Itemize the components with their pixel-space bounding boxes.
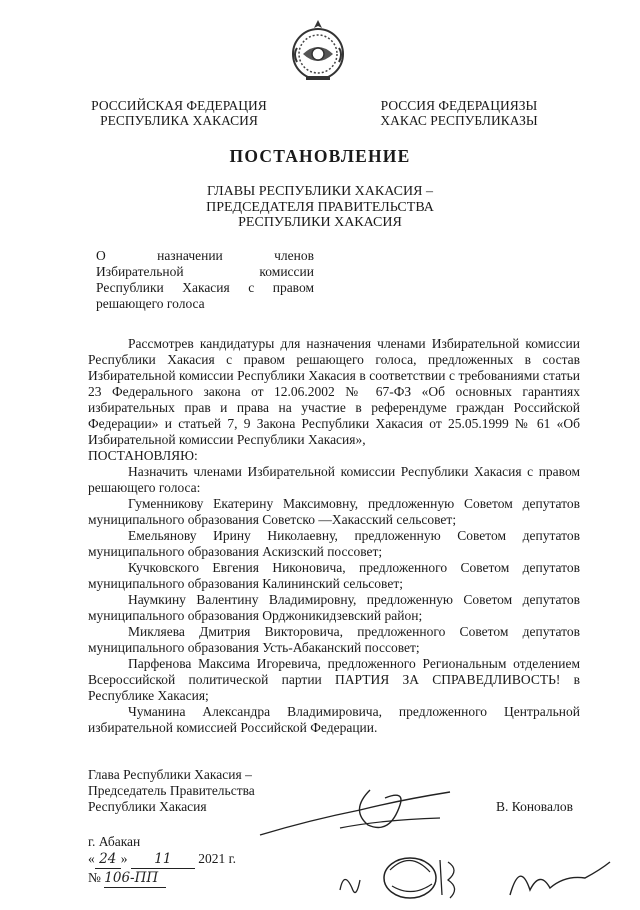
approval-stamp-signatures <box>330 840 620 905</box>
header-left-line2: РЕСПУБЛИКА ХАКАСИЯ <box>100 113 258 128</box>
appointee-paragraph: Емельянову Ирину Николаевну, предложенную Советом депутатов муниципального образования Аскизский поссовет; <box>88 528 580 559</box>
date-open-quote: « <box>88 851 95 866</box>
signatory-line1: Глава Республики Хакасия – <box>88 767 252 782</box>
date-day: 24 <box>95 850 121 869</box>
header-left <box>88 98 270 128</box>
document-subject <box>96 248 314 312</box>
subtitle-line2: ПРЕДСЕДАТЕЛЯ ПРАВИТЕЛЬСТВА <box>206 199 434 215</box>
date-close-quote: » <box>120 851 128 866</box>
header-right-line1: РОССИЯ ФЕДЕРАЦИЯЗЫ <box>380 98 538 113</box>
subject-line4: решающего голоса <box>96 296 205 311</box>
subject-line3: Республики Хакасия с правом <box>96 280 314 295</box>
subject-line2: Избирательной комиссии <box>96 264 314 279</box>
preamble-paragraph: Рассмотрев кандидатуры для назначения членами Избирательной комиссии Республики Хакасия с правом решающего голоса, предложенных в состав Избирательной комиссии Республики Хакасия в соответствии с требованиями статьи 23 Федерального закона от 12.06.2002 № 67-ФЗ «Об основных гарантиях избирательных прав и права на участие в референдуме граждан Российской Федерации» и статьей 7, 9 Закона Республики Хакасия от 25.05.1999 № 61 «Об Избирательной комиссии Республики Хакасия», <box>88 336 580 447</box>
resolution-word: ПОСТАНОВЛЯЮ: <box>88 448 198 463</box>
header-right-line2: ХАКАС РЕСПУБЛИКАЗЫ <box>380 113 538 128</box>
issue-date <box>88 850 288 869</box>
appointee-paragraph: Микляева Дмитрия Викторовича, предложенного Советом депутатов муниципального образования Усть-Абаканский поссовет; <box>88 624 580 655</box>
issue-place: г. Абакан <box>88 834 141 849</box>
header-left-line1: РОССИЙСКАЯ ФЕДЕРАЦИЯ <box>91 98 267 113</box>
appointee-paragraph: Гуменникову Екатерину Максимовну, предложенную Советом депутатов муниципального образования Советско —Хакасский сельсовет; <box>88 496 580 527</box>
issue-date-and-number <box>88 850 288 888</box>
subtitle-line3: РЕСПУБЛИКИ ХАКАСИЯ <box>238 215 402 230</box>
appointee-paragraph: Кучковского Евгения Никоновича, предложенного Советом депутатов муниципального образования Калининский сельсовет; <box>88 560 580 591</box>
date-year: 2021 г. <box>198 851 237 866</box>
document-subtitle <box>160 184 480 231</box>
resolution-paragraph: Назначить членами Избирательной комиссии Республики Хакасия с правом решающего голоса: <box>88 464 580 495</box>
signatory-name: В. Коновалов <box>496 799 573 814</box>
republic-emblem <box>289 18 347 82</box>
document-body <box>88 336 580 736</box>
handwritten-signature <box>250 780 480 840</box>
document-title: ПОСТАНОВЛЕНИЕ <box>229 146 411 166</box>
subtitle-line1: ГЛАВЫ РЕСПУБЛИКИ ХАКАСИЯ – <box>207 184 433 199</box>
document-number <box>88 869 288 888</box>
number-prefix: № <box>88 870 101 885</box>
header-right <box>374 98 544 128</box>
number-value: 106-ПП <box>104 869 166 888</box>
subject-line1: О назначении членов <box>96 248 314 263</box>
appointee-paragraph: Наумкину Валентину Владимировну, предложенную Советом депутатов муниципального образования Орджоникидзевский район; <box>88 592 580 623</box>
appointee-paragraph: Парфенова Максима Игоревича, предложенного Региональным отделением Всероссийской политической партии ПАРТИЯ ЗА СПРАВЕДЛИВОСТЬ! в Республике Хакасия; <box>88 656 580 703</box>
signatory-line2: Председатель Правительства <box>88 783 255 798</box>
appointee-paragraph: Чуманина Александра Владимировича, предложенного Центральной избирательной комиссией Российской Федерации. <box>88 704 580 735</box>
signatory-line3: Республики Хакасия <box>88 799 207 814</box>
date-month: 11 <box>131 850 195 869</box>
